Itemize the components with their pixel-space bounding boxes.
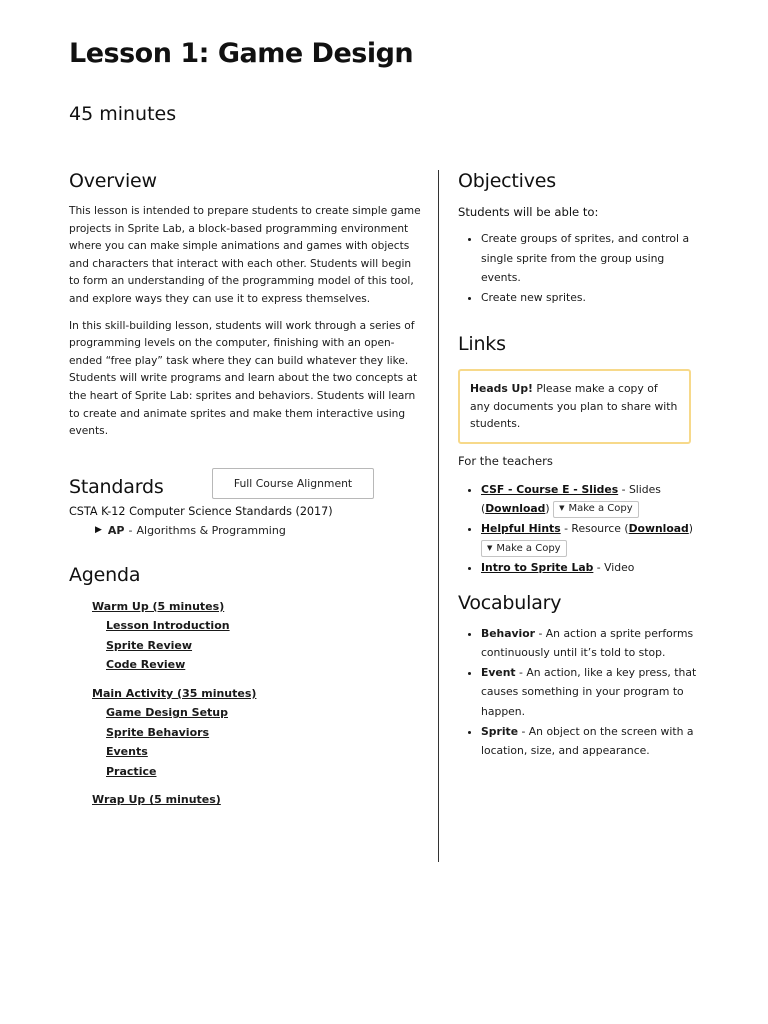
agenda-link-wrap-up[interactable]: Wrap Up (5 minutes) (92, 793, 221, 807)
overview-paragraph: In this skill-building lesson, students will work through a series of programming levels on the computer, finishing with an open-ended “free play” task where they can build whatever they like. Students will write programs and learn about the two concepts at the heart of Sprite Lab: sprites and behaviors. Students will learn to create and animate sprites and make them interactive using events. (69, 319, 418, 438)
agenda-link-events[interactable]: Events (106, 745, 148, 759)
make-copy-label: Make a Copy (496, 542, 561, 554)
objectives-heading: Objectives (458, 170, 556, 192)
standard-label: Algorithms & Programming (136, 523, 286, 537)
agenda-group (92, 790, 421, 810)
agenda-link-warm-up[interactable]: Warm Up (5 minutes) (92, 599, 225, 613)
objectives-list (458, 229, 698, 307)
make-copy-label: Make a Copy (568, 503, 633, 515)
agenda-link-game-design-setup[interactable]: Game Design Setup (106, 706, 228, 720)
agenda-group (92, 597, 421, 675)
vocab-term: Behavior (481, 626, 536, 640)
agenda-link-code-review[interactable]: Code Review (106, 658, 186, 672)
callout-title: Heads Up! (470, 382, 533, 396)
agenda-heading: Agenda (69, 563, 141, 586)
page-title: Lesson 1: Game Design (69, 38, 414, 69)
lesson-duration: 45 minutes (69, 103, 177, 125)
standard-code: AP (107, 523, 125, 537)
standard-item-ap[interactable] (95, 524, 421, 537)
objective-item: • Create new sprites. (481, 288, 698, 308)
link-item: • Intro to Sprite Lab - Video (481, 558, 698, 578)
links-audience: For the teachers (458, 453, 553, 468)
agenda-link-sprite-review[interactable]: Sprite Review (106, 638, 193, 652)
column-divider (438, 170, 439, 862)
triangle-right-icon[interactable]: ▶ (95, 525, 102, 536)
download-link[interactable]: Download (628, 521, 689, 535)
vocab-item: • Event - An action, like a key press, that causes something in your program to happen. (481, 663, 698, 722)
heads-up-callout (458, 369, 691, 443)
standards-framework: CSTA K-12 Computer Science Standards (2017) (69, 504, 333, 518)
link-item: • Helpful Hints - Resource (Download) ▼ Make a Copy (481, 519, 698, 558)
vocab-definition: An action a sprite performs continuously until it’s told to stop. (481, 626, 694, 660)
right-column (458, 170, 698, 761)
objective-item: • Create groups of sprites, and control a single sprite from the group using events. (481, 229, 698, 288)
link-helpful-hints[interactable]: Helpful Hints (481, 521, 561, 535)
links-list (458, 480, 698, 578)
link-intro-sprite-lab[interactable]: Intro to Sprite Lab (481, 560, 594, 574)
standards-heading: Standards (69, 475, 164, 498)
objectives-intro: Students will be able to: (458, 205, 599, 219)
vocab-definition: An object on the screen with a location, size, and appearance. (481, 724, 694, 758)
agenda-group (92, 684, 421, 782)
links-heading: Links (458, 333, 506, 356)
overview-paragraph: This lesson is intended to prepare students to create simple game projects in Sprite Lab, a block-based programming environment where you can make simple animations and games with objects and characters that interact with each other. Students will begin to form an understanding of the programming model of this tool, and explore ways they can use it to express themselves. (69, 205, 421, 305)
standard-separator: - (128, 523, 133, 537)
standards-section (69, 468, 421, 537)
make-copy-button[interactable] (481, 540, 567, 557)
caret-down-icon: ▼ (487, 543, 493, 552)
vocabulary-list (458, 624, 698, 761)
vocabulary-section (458, 592, 698, 761)
link-type: Slides (628, 482, 661, 496)
download-link[interactable]: Download (485, 502, 546, 516)
full-course-alignment-button[interactable]: Full Course Alignment (212, 468, 374, 499)
agenda-link-practice[interactable]: Practice (106, 764, 157, 778)
vocab-term: Event (481, 665, 516, 679)
agenda-link-main-activity[interactable]: Main Activity (35 minutes) (92, 686, 257, 700)
vocab-item: • Sprite - An object on the screen with a location, size, and appearance. (481, 722, 698, 761)
agenda-section (69, 564, 421, 810)
caret-down-icon: ▼ (559, 504, 565, 513)
agenda-link-sprite-behaviors[interactable]: Sprite Behaviors (106, 725, 210, 739)
link-type: Resource (571, 521, 621, 535)
objectives-section (458, 170, 698, 307)
link-slides[interactable]: CSF - Course E - Slides (481, 482, 619, 496)
left-column (69, 170, 421, 819)
agenda-list (69, 597, 421, 810)
vocab-definition: An action, like a key press, that causes something in your program to happen. (481, 665, 697, 718)
link-item: • CSF - Course E - Slides - Slides (Download) ▼ Make a Copy (481, 480, 698, 519)
overview-heading: Overview (69, 170, 157, 192)
link-type: Video (604, 560, 635, 574)
vocabulary-heading: Vocabulary (458, 591, 562, 614)
callout-text: Please make a copy of any documents you plan to share with students. (470, 382, 678, 431)
overview-section (69, 170, 421, 441)
vocab-item: • Behavior - An action a sprite performs continuously until it’s told to stop. (481, 624, 698, 663)
agenda-link-lesson-introduction[interactable]: Lesson Introduction (106, 619, 230, 633)
vocab-term: Sprite (481, 724, 519, 738)
links-section (458, 333, 698, 577)
make-copy-button[interactable] (553, 501, 639, 518)
